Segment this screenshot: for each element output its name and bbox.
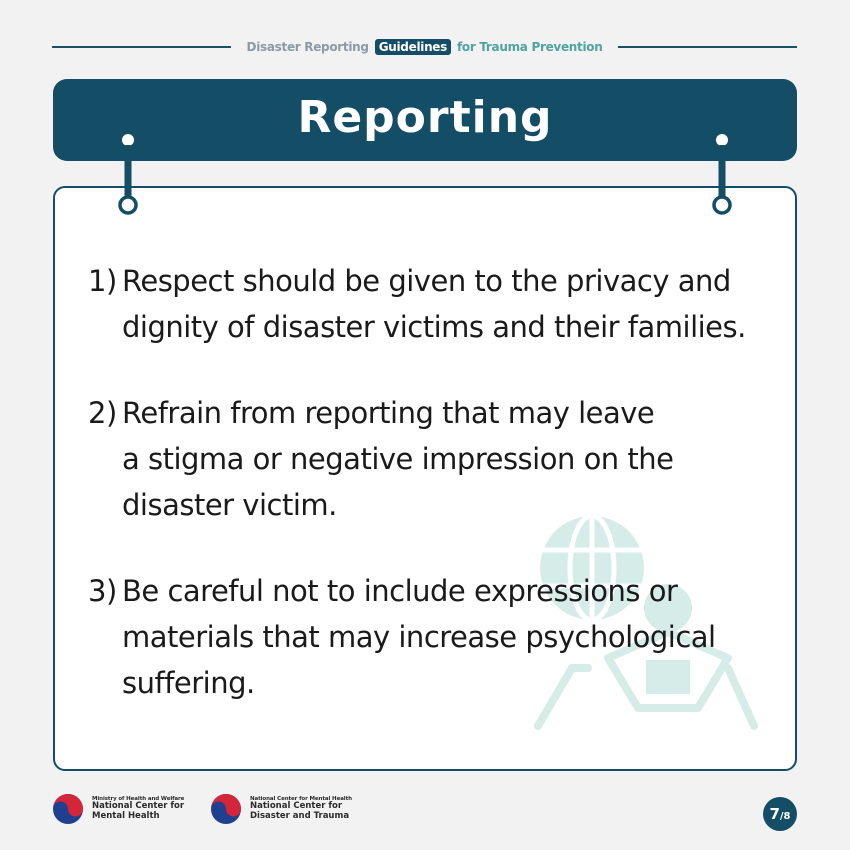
page-title: Reporting bbox=[297, 91, 553, 143]
logo-line1: National Center for bbox=[92, 801, 185, 812]
logo-center-text: National Center for Mental Health bbox=[250, 796, 352, 803]
footer-logo-disaster-trauma bbox=[210, 793, 352, 825]
list-item bbox=[88, 258, 788, 350]
banner-part2: Guidelines bbox=[375, 39, 451, 55]
item-text: Refrain from reporting that may leave a stigma or negative impression on the disaster victim. bbox=[122, 396, 674, 522]
item-text: Respect should be given to the privacy and dignity of disaster victims and their families. bbox=[122, 264, 746, 344]
banner-text bbox=[231, 39, 619, 55]
item-number: 1) bbox=[88, 264, 117, 298]
taegeuk-emblem-icon bbox=[52, 793, 84, 825]
item-text: Be careful not to include expressions or materials that may increase psychological suffering. bbox=[122, 574, 716, 700]
guideline-list bbox=[88, 258, 788, 706]
logo-line2: Mental Health bbox=[92, 811, 160, 822]
list-item bbox=[88, 568, 788, 706]
page-current: 7 bbox=[769, 805, 780, 823]
banner-line-left bbox=[52, 46, 231, 48]
banner-line-right bbox=[618, 46, 797, 48]
logo-line1: National Center for bbox=[250, 801, 343, 812]
banner-part1: Disaster Reporting bbox=[246, 40, 369, 54]
logo-ministry-text: Ministry of Health and Welfare bbox=[92, 796, 185, 803]
footer-logo-mental-health bbox=[52, 793, 184, 825]
logo-line2: Disaster and Trauma bbox=[250, 811, 350, 822]
item-number: 2) bbox=[88, 396, 117, 430]
page-total: /8 bbox=[779, 810, 791, 822]
taegeuk-emblem-icon bbox=[210, 793, 242, 825]
banner-part3: for Trauma Prevention bbox=[457, 40, 603, 54]
list-item bbox=[88, 390, 788, 528]
top-banner bbox=[52, 36, 797, 58]
item-number: 3) bbox=[88, 574, 117, 608]
binder-ring-icon bbox=[710, 128, 734, 222]
page-indicator bbox=[763, 797, 797, 831]
binder-ring-icon bbox=[116, 128, 140, 222]
section-header bbox=[53, 79, 797, 161]
